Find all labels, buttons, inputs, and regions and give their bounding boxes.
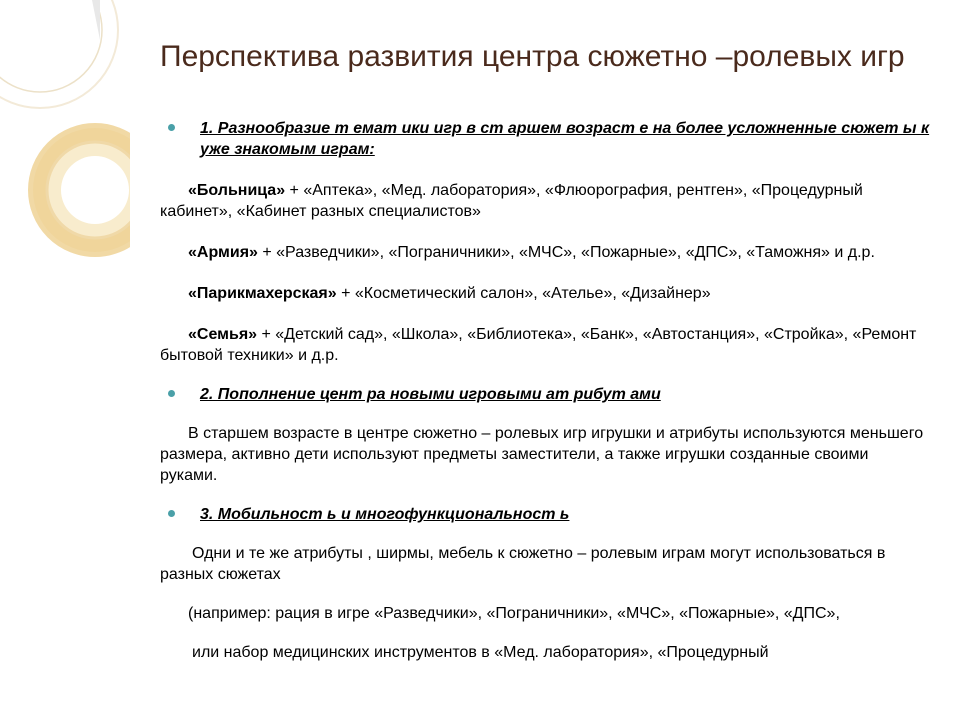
item-rest: + «Аптека», «Мед. лаборатория», «Флюорография, рентген», «Процедурный кабинет», «Кабинет разных специалистов»	[160, 182, 863, 220]
item-name: «Армия»	[188, 244, 258, 261]
section-1-heading-text: 1. Разнообразие т емат ики игр в ст аршем возраст е на более усложненные сюжет ы к уже знакомым играм:	[200, 120, 930, 158]
section-3-example: (например: рация в игре «Разведчики», «Пограничники», «МЧС», «Пожарные», «ДПС»,	[188, 605, 840, 622]
item-name: «Парикмахерская»	[188, 285, 337, 302]
list-item	[160, 283, 930, 304]
section-2-text: В старшем возрасте в центре сюжетно – ролевых игр игрушки и атрибуты используются меньшего размера, активно дети используют предметы заместители, а также игрушки созданные своими руками.	[160, 425, 924, 484]
section-3-heading-text: 3. Мобильност ь и многофункциональност ь	[200, 506, 570, 523]
item-rest: + «Разведчики», «Пограничники», «МЧС», «Пожарные», «ДПС», «Таможня» и д.р.	[257, 244, 875, 261]
section-2-heading-text: 2. Пополнение цент ра новыми игровыми ат рибут ами	[200, 386, 661, 403]
section-3-heading	[160, 504, 930, 525]
section-3-cutoff: или набор медицинских инструментов в «Мед. лаборатория», «Процедурный	[192, 644, 769, 661]
bullet-dot-icon	[168, 510, 175, 517]
section-2-heading	[160, 384, 930, 405]
section-3-text: Одни и те же атрибуты , ширмы, мебель к сюжетно – ролевым играм могут использоваться в разных сюжетах	[160, 545, 886, 583]
item-name: «Семья»	[188, 326, 258, 343]
page-title: Перспектива развития центра сюжетно –ролевых игр	[160, 40, 905, 73]
slide-content	[160, 118, 930, 663]
item-rest: + «Детский сад», «Школа», «Библиотека», «Банк», «Автостанция», «Стройка», «Ремонт бытовой техники» и д.р.	[160, 326, 917, 364]
list-item	[160, 324, 930, 366]
bullet-dot-icon	[168, 124, 175, 131]
bullet-dot-icon	[168, 390, 175, 397]
list-item	[160, 242, 930, 263]
item-rest: + «Косметический салон», «Ателье», «Дизайнер»	[336, 285, 711, 302]
item-name: «Больница»	[188, 182, 286, 199]
section-1-heading	[160, 118, 930, 160]
list-item	[160, 180, 930, 222]
decorative-rings	[0, 0, 130, 330]
